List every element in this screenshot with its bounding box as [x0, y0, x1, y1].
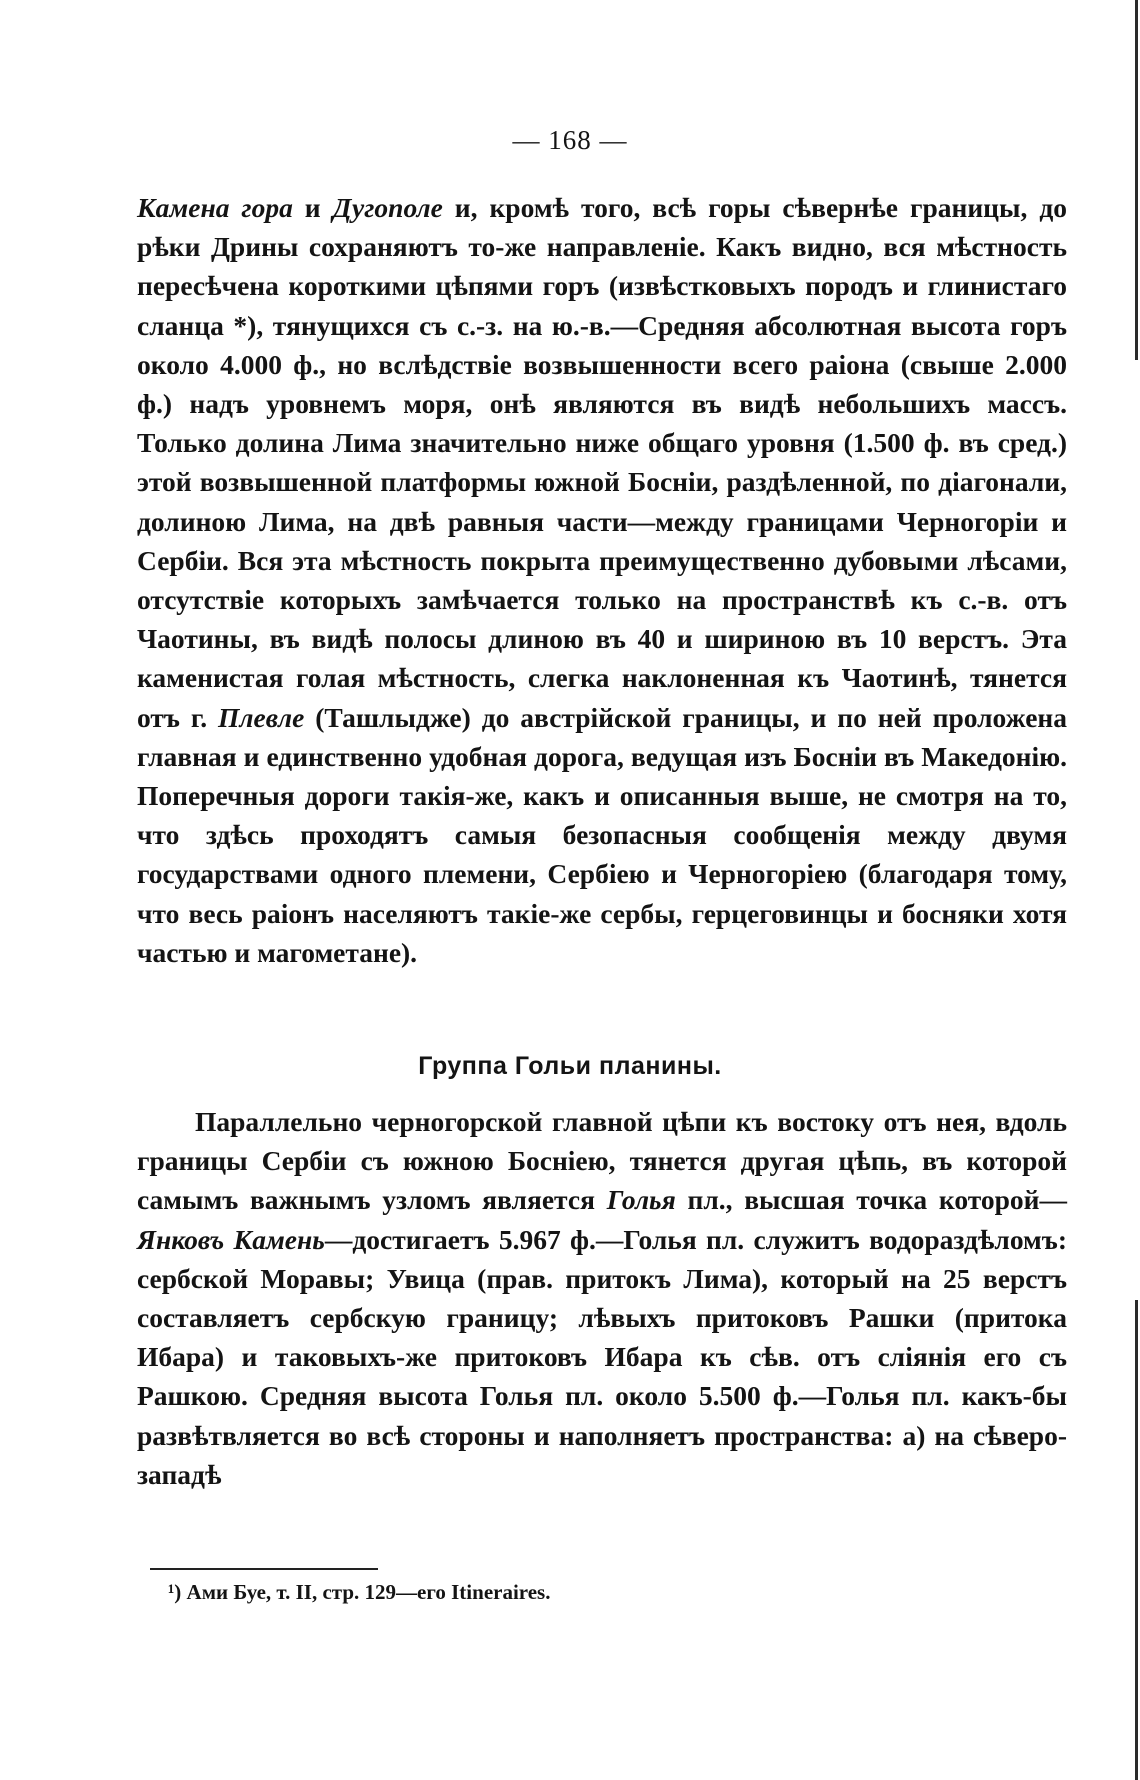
text-run: и, кромѣ того, всѣ горы сѣвернѣе границы, до рѣки Дрины сохраняютъ то-же направленіе. Какъ видно, вся мѣстность пересѣчена короткими цѣпями горъ (извѣстковыхъ породъ и глинистаго сланца *), тянущихся съ с.-з. на ю.-в.—Средняя абсолютная высота горъ около 4.000 ф., но вслѣдствіе возвышенности всего раіона (свыше 2.000 ф.) надъ уровнемъ моря, онѣ являются въ видѣ небольшихъ массъ. Только долина Лима значительно ниже общаго уровня (1.500 ф. въ сред.) этой возвышенной платформы южной Босніи, раздѣленной, по діагонали, долиною Лима, на двѣ равныя части—между границами Черногоріи и Сербіи. Вся эта мѣстность покрыта преимущественно дубовыми лѣсами, отсутствіе которыхъ замѣчается только на пространствѣ къ с.-в. отъ Чаотины, въ видѣ полосы длиною въ 40 и шириною въ 10 верстъ. Эта каменистая голая мѣстность, слегка наклоненная къ Чаотинѣ, тянется отъ г.	[137, 192, 1067, 733]
footnote-marker: ¹)	[168, 1580, 182, 1604]
italic-term: Плевле	[218, 701, 305, 733]
scan-edge-mark	[1135, 1300, 1138, 1780]
text-run: (Ташлыдже) до австрійской границы, и по ней проложена главная и единственно удобная дорога, ведущая изъ Босніи въ Македонію. Поперечныя дороги такія-же, какъ и описанныя выше, не смотря на то, что здѣсь проходятъ самыя безопасныя сообщенія между двумя государствами одного племени, Сербіею и Черногоріею (благодаря тому, что весь раіонъ населяютъ такіе-же сербы, герцеговинцы и босняки хотя частью и магометане).	[137, 701, 1067, 968]
text-run: пл., высшая точка которой—	[675, 1184, 1067, 1216]
text-run: и	[292, 192, 333, 223]
page-number: — 168 —	[512, 125, 628, 155]
italic-term: Камена гора	[137, 192, 293, 223]
italic-term: Голья	[606, 1184, 676, 1216]
paragraph	[137, 188, 1067, 972]
text-run: —достигаетъ 5.967 ф.—Голья пл. служитъ водораздѣломъ: сербской Моравы; Увица (прав. притокъ Лима), который на 25 верстъ составляетъ сербскую границу; лѣвыхъ притоковъ Рашки (притока Ибара) и таковыхъ-же притоковъ Ибара къ сѣв. отъ сліянія его съ Рашкою. Средняя высота Голья пл. около 5.500 ф.—Голья пл. какъ-бы развѣтвляется во всѣ стороны и наполняетъ пространства: а) на сѣверо-западѣ	[137, 1223, 1067, 1490]
italic-term: Дугополе	[332, 192, 443, 223]
footnote	[168, 1580, 550, 1605]
paragraph	[137, 1102, 1067, 1494]
footnote-text: Ами Буе, т. II, стр. 129—его Itineraires.	[181, 1580, 551, 1604]
text-run: Параллельно черногорской главной цѣпи къ востоку отъ нея, вдоль границы Сербіи съ южною Босніею, тянется другая цѣпь, въ которой самымъ важнымъ узломъ является	[137, 1106, 1067, 1216]
scan-edge-mark	[1135, 0, 1138, 360]
footnote-divider	[150, 1568, 378, 1570]
italic-term: Янковъ Камень	[137, 1223, 325, 1255]
section-heading: Группа Гольи планины.	[418, 1052, 722, 1080]
